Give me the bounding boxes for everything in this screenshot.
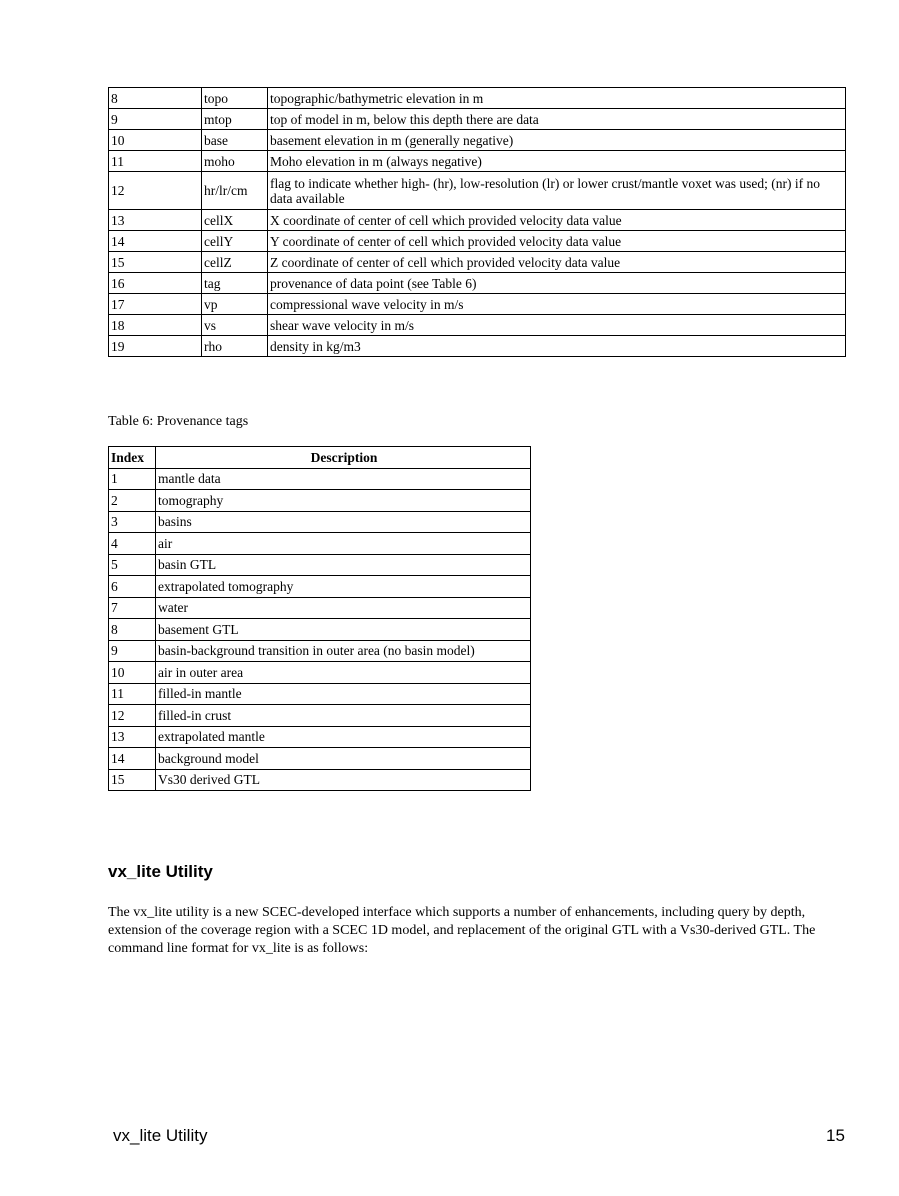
cell-description: Y coordinate of center of cell which provided velocity data value	[268, 231, 846, 252]
table-row	[109, 597, 531, 619]
provenance-body	[109, 468, 531, 791]
cell-description: flag to indicate whether high- (hr), low-resolution (lr) or lower crust/mantle voxet was used; (nr) if no data available	[268, 172, 846, 210]
cell-description: extrapolated tomography	[156, 576, 531, 598]
cell-index: 1	[109, 468, 156, 490]
cell-description: basin GTL	[156, 554, 531, 576]
cell-name: cellZ	[202, 252, 268, 273]
cell-index: 7	[109, 597, 156, 619]
table-row	[109, 151, 846, 172]
table-row	[109, 576, 531, 598]
cell-description: background model	[156, 748, 531, 770]
cell-description: extrapolated mantle	[156, 726, 531, 748]
cell-index: 2	[109, 490, 156, 512]
table-row	[109, 511, 531, 533]
cell-description: basin-background transition in outer area (no basin model)	[156, 640, 531, 662]
page-number: 15	[826, 1126, 845, 1145]
cell-description: top of model in m, below this depth there are data	[268, 109, 846, 130]
table-caption: Table 6: Provenance tags	[108, 414, 249, 429]
cell-name: hr/lr/cm	[202, 172, 268, 210]
cell-name: mtop	[202, 109, 268, 130]
cell-name: cellX	[202, 210, 268, 231]
cell-name: vs	[202, 315, 268, 336]
cell-description: shear wave velocity in m/s	[268, 315, 846, 336]
cell-index: 5	[109, 554, 156, 576]
cell-description: provenance of data point (see Table 6)	[268, 273, 846, 294]
cell-description: water	[156, 597, 531, 619]
table-header-row	[109, 447, 531, 469]
cell-index: 11	[109, 151, 202, 172]
cell-description: Vs30 derived GTL	[156, 769, 531, 791]
cell-name: vp	[202, 294, 268, 315]
cell-index: 3	[109, 511, 156, 533]
cell-description: filled-in mantle	[156, 683, 531, 705]
cell-index: 6	[109, 576, 156, 598]
table-row	[109, 231, 846, 252]
cell-index: 9	[109, 109, 202, 130]
table-row	[109, 726, 531, 748]
output-columns-table	[108, 87, 846, 357]
cell-description: air in outer area	[156, 662, 531, 684]
cell-name: base	[202, 130, 268, 151]
cell-name: cellY	[202, 231, 268, 252]
cell-index: 19	[109, 336, 202, 357]
cell-description: air	[156, 533, 531, 555]
table-row	[109, 619, 531, 641]
header-description: Description	[156, 447, 531, 469]
cell-index: 15	[109, 252, 202, 273]
table-row	[109, 273, 846, 294]
cell-description: basement GTL	[156, 619, 531, 641]
table-row	[109, 662, 531, 684]
table-row	[109, 554, 531, 576]
table-row	[109, 130, 846, 151]
table-row	[109, 769, 531, 791]
cell-index: 12	[109, 172, 202, 210]
cell-description: basins	[156, 511, 531, 533]
cell-index: 10	[109, 130, 202, 151]
provenance-tags-table	[108, 446, 531, 791]
cell-index: 18	[109, 315, 202, 336]
cell-name: tag	[202, 273, 268, 294]
table-row	[109, 468, 531, 490]
cell-index: 17	[109, 294, 202, 315]
cell-description: topographic/bathymetric elevation in m	[268, 88, 846, 109]
table-row	[109, 252, 846, 273]
cell-index: 4	[109, 533, 156, 555]
cell-description: X coordinate of center of cell which provided velocity data value	[268, 210, 846, 231]
cell-name: moho	[202, 151, 268, 172]
section-heading: vx_lite Utility	[108, 862, 213, 881]
cell-index: 13	[109, 210, 202, 231]
cell-index: 11	[109, 683, 156, 705]
footer-title: vx_lite Utility	[113, 1126, 208, 1145]
cell-description: Moho elevation in m (always negative)	[268, 151, 846, 172]
table-row	[109, 172, 846, 210]
table-row	[109, 748, 531, 770]
cell-description: basement elevation in m (generally negative)	[268, 130, 846, 151]
cell-index: 16	[109, 273, 202, 294]
table-row	[109, 533, 531, 555]
table-row	[109, 88, 846, 109]
cell-index: 14	[109, 231, 202, 252]
table-row	[109, 294, 846, 315]
table-row	[109, 490, 531, 512]
cell-description: Z coordinate of center of cell which provided velocity data value	[268, 252, 846, 273]
cell-index: 12	[109, 705, 156, 727]
section-paragraph: The vx_lite utility is a new SCEC-developed interface which supports a number of enhancements, including query by depth, extension of the coverage region with a SCEC 1D model, and replacement of the original GTL with a Vs30-derived GTL. The command line format for vx_lite is as follows:	[108, 905, 816, 956]
cell-description: tomography	[156, 490, 531, 512]
cell-description: mantle data	[156, 468, 531, 490]
cell-index: 14	[109, 748, 156, 770]
output-columns-body	[109, 88, 846, 357]
table-row	[109, 336, 846, 357]
table-row	[109, 210, 846, 231]
cell-index: 13	[109, 726, 156, 748]
cell-index: 8	[109, 88, 202, 109]
cell-index: 8	[109, 619, 156, 641]
cell-name: rho	[202, 336, 268, 357]
cell-index: 10	[109, 662, 156, 684]
table-row	[109, 705, 531, 727]
cell-name: topo	[202, 88, 268, 109]
table-row	[109, 683, 531, 705]
cell-description: filled-in crust	[156, 705, 531, 727]
table-row	[109, 640, 531, 662]
cell-description: compressional wave velocity in m/s	[268, 294, 846, 315]
cell-index: 9	[109, 640, 156, 662]
table-row	[109, 109, 846, 130]
table-row	[109, 315, 846, 336]
cell-description: density in kg/m3	[268, 336, 846, 357]
cell-index: 15	[109, 769, 156, 791]
header-index: Index	[109, 447, 156, 469]
